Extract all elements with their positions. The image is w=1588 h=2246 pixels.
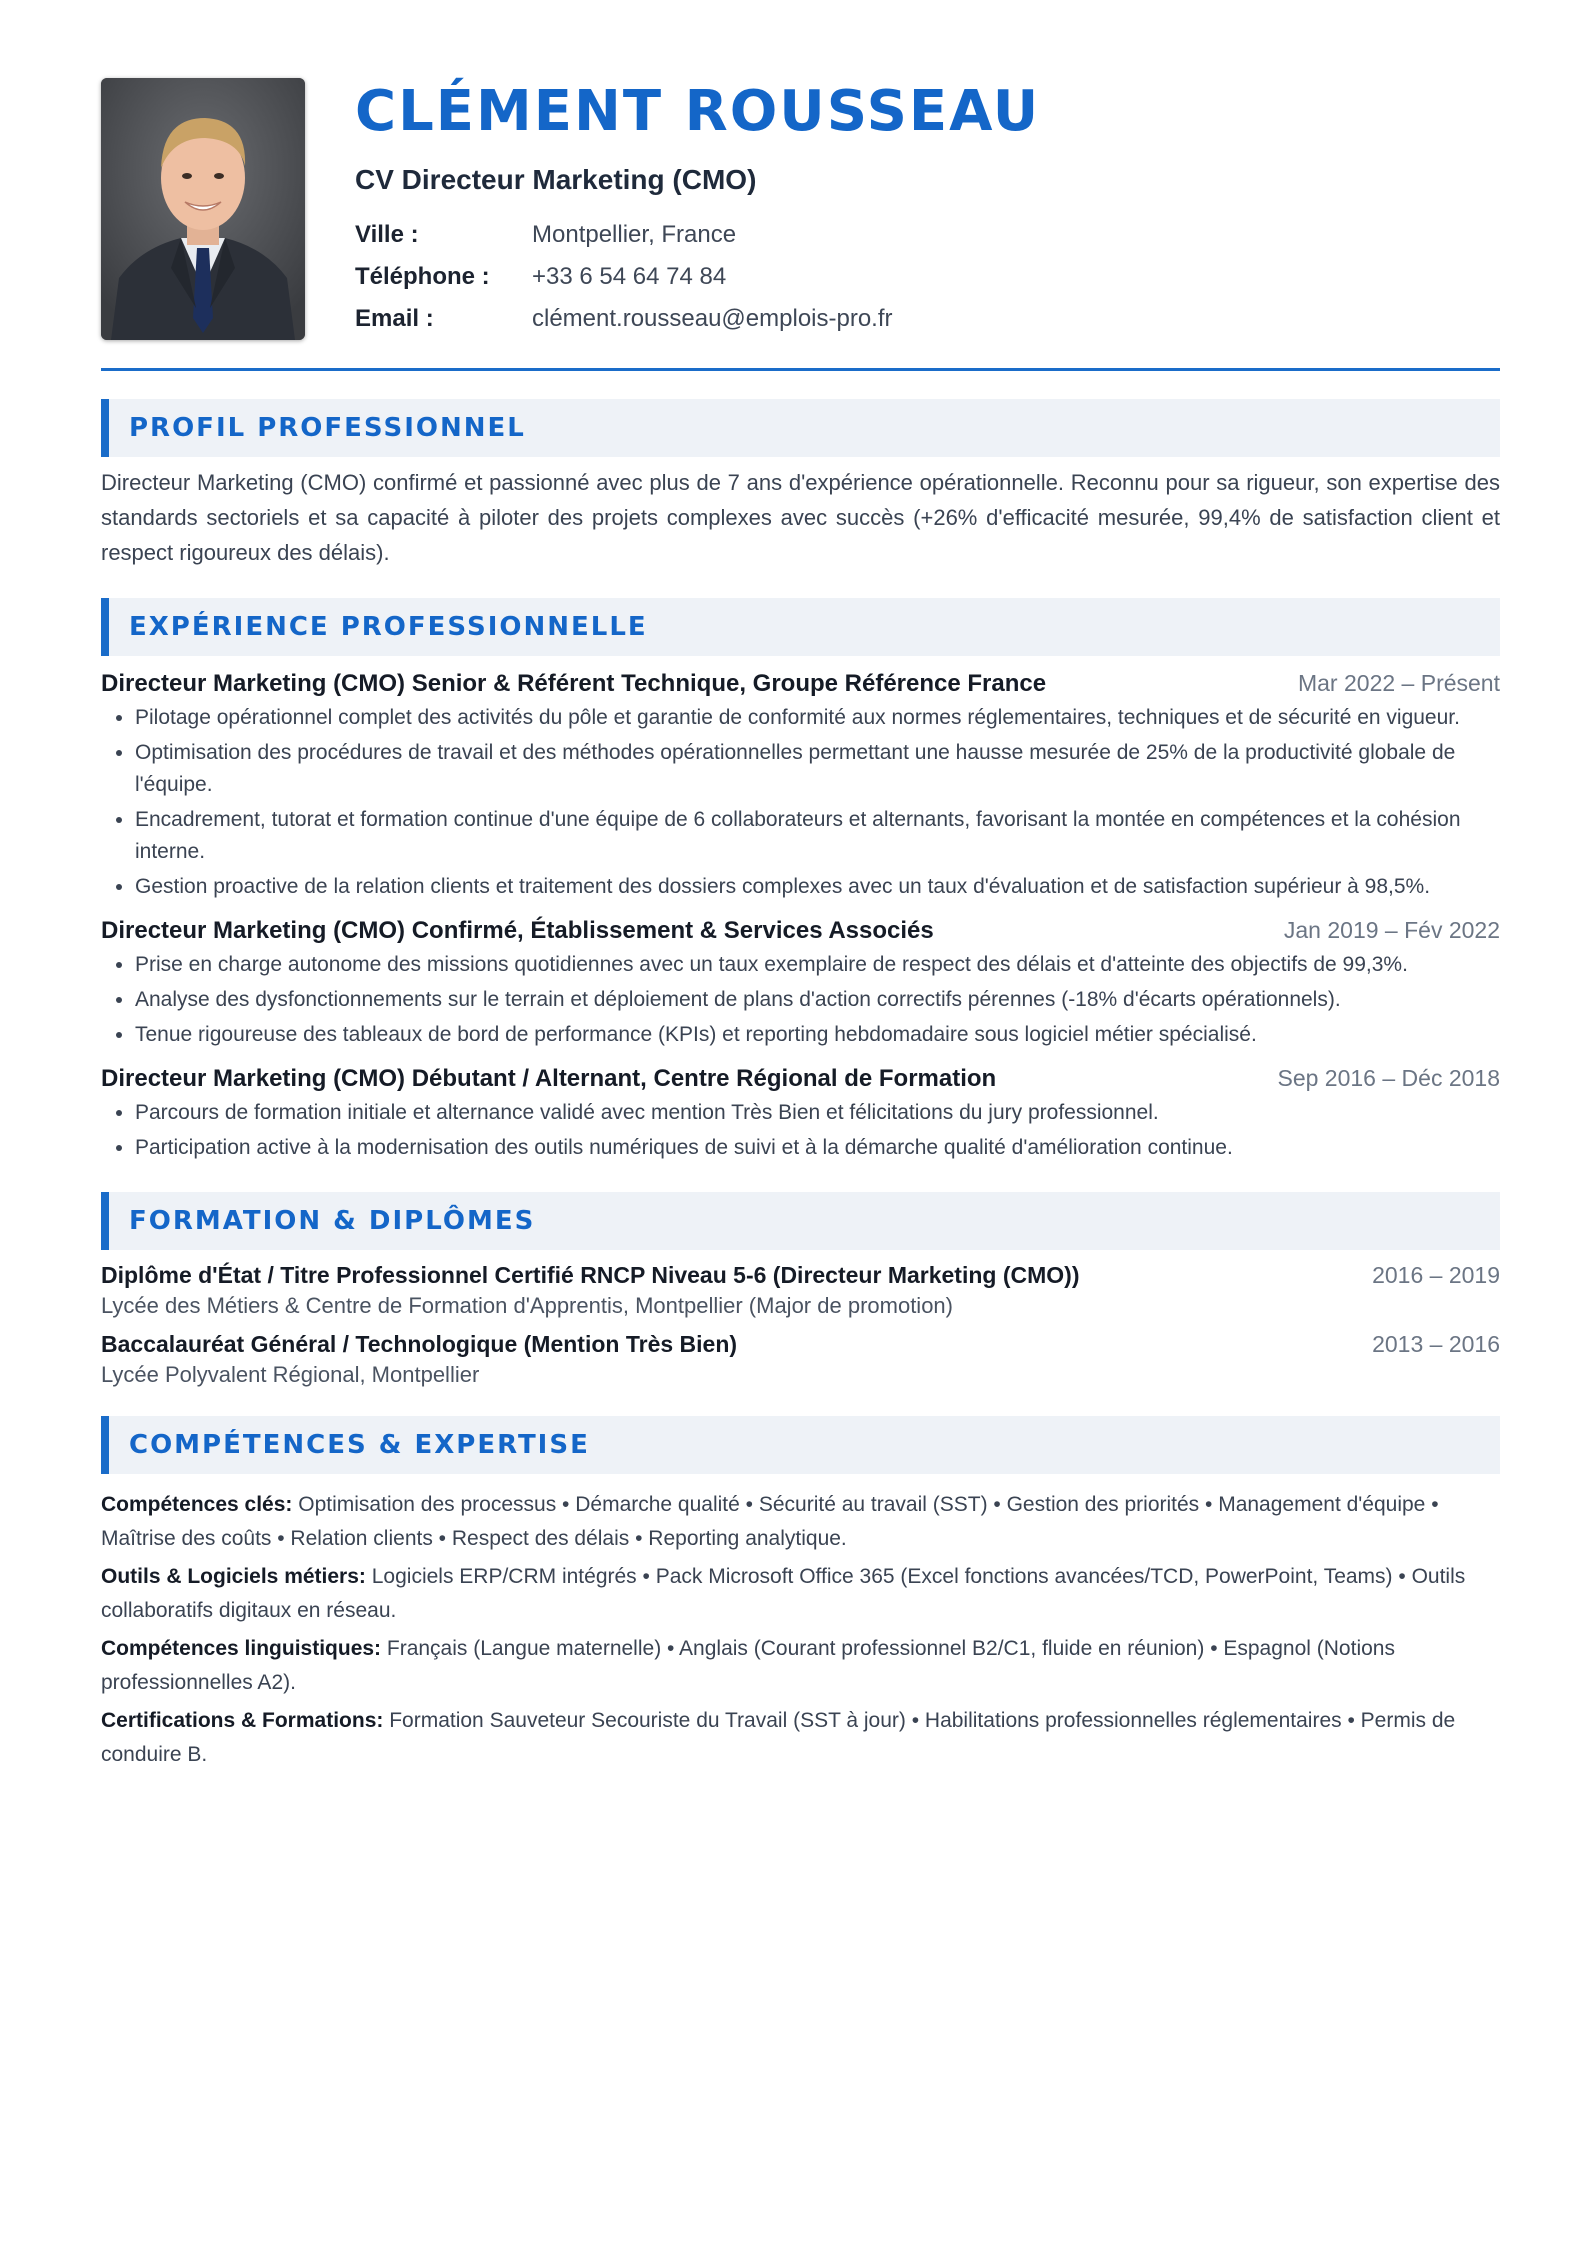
skills-block xyxy=(101,1488,1500,1772)
contact-row-email xyxy=(355,298,1040,340)
job-entry xyxy=(101,670,1500,903)
skill-label: Compétences clés: xyxy=(101,1493,293,1516)
job-bullet: • Gestion proactive de la relation clients et traitement des dossiers complexes avec un taux d'évaluation et de satisfaction supérieur à 98,5%. xyxy=(135,871,1500,903)
skill-line xyxy=(101,1560,1500,1628)
education-head xyxy=(101,1262,1500,1289)
job-head xyxy=(101,917,1500,945)
job-head xyxy=(101,1065,1500,1093)
school-name: Lycée des Métiers & Centre de Formation d'Apprentis, Montpellier (Major de promotion) xyxy=(101,1293,953,1318)
skill-line xyxy=(101,1704,1500,1772)
contact-value: clément.rousseau@emplois-pro.fr xyxy=(532,305,893,332)
job-dates: Jan 2019 – Fév 2022 xyxy=(1283,917,1500,943)
skill-text: Logiciels ERP/CRM intégrés • Pack Microsoft Office 365 (Excel fonctions avancées/TCD, PowerPoint, Teams) • Outils collaboratifs digitaux en réseau. xyxy=(101,1565,1466,1622)
education-dates: 2013 – 2016 xyxy=(1372,1331,1500,1357)
cv-title: CV Directeur Marketing (CMO) xyxy=(355,164,757,195)
job-entry xyxy=(101,917,1500,1051)
school-name: Lycée Polyvalent Régional, Montpellier xyxy=(101,1362,480,1387)
skill-text: Français (Langue maternelle) • Anglais (Courant professionnel B2/C1, fluide en réunion) • Espagnol (Notions professionnelles A2). xyxy=(101,1637,1395,1694)
candidate-name: CLÉMENT ROUSSEAU xyxy=(355,79,1041,144)
skill-line xyxy=(101,1632,1500,1700)
skill-line xyxy=(101,1488,1500,1556)
job-bullet: • Analyse des dysfonctionnements sur le terrain et déploiement de plans d'action correctifs pérennes (-18% d'écarts opérationnels). xyxy=(135,984,1500,1016)
job-dates: Mar 2022 – Présent xyxy=(1297,670,1500,696)
profile-text: Directeur Marketing (CMO) confirmé et passionné avec plus de 7 ans d'expérience opérationnelle. Reconnu pour sa rigueur, son expertise des standards sectoriels et sa capacité à piloter des projets complexes avec succès (+26% d'efficacité mesurée, 99,4% de satisfaction client et respect rigoureux des délais). xyxy=(101,470,1500,565)
job-bullets xyxy=(101,702,1500,903)
job-role: Directeur Marketing (CMO) Senior & Référent Technique, Groupe Référence France xyxy=(101,670,1047,697)
contact-label: Ville : xyxy=(355,221,419,248)
skill-text: Optimisation des processus • Démarche qualité • Sécurité au travail (SST) • Gestion des priorités • Management d'équipe • Maîtrise des coûts • Relation clients • Respect des délais • Reporting analytique. xyxy=(101,1493,1439,1550)
degree-title: Diplôme d'État / Titre Professionnel Certifié RNCP Niveau 5-6 (Directeur Marketing (CMO)) xyxy=(101,1262,1080,1288)
profile-photo xyxy=(101,78,305,340)
section-title: PROFIL PROFESSIONNEL xyxy=(129,413,526,443)
skill-label: Outils & Logiciels métiers: xyxy=(101,1565,366,1588)
job-entry xyxy=(101,1065,1500,1164)
header-info xyxy=(355,78,1040,340)
job-bullet: • Prise en charge autonome des missions quotidiennes avec un taux exemplaire de respect des délais et d'atteinte des objectifs de 99,3%. xyxy=(135,949,1500,981)
skill-label: Certifications & Formations: xyxy=(101,1709,384,1732)
skill-label: Compétences linguistiques: xyxy=(101,1637,382,1660)
contact-row-city xyxy=(355,214,1040,256)
education-dates: 2016 – 2019 xyxy=(1372,1262,1500,1288)
job-bullet: • Optimisation des procédures de travail et des méthodes opérationnelles permettant une hausse mesurée de 25% de la productivité globale de l'équipe. xyxy=(135,737,1500,801)
section-title: COMPÉTENCES & EXPERTISE xyxy=(129,1430,590,1460)
cv-header xyxy=(101,78,1500,371)
job-bullet: • Pilotage opérationnel complet des activités du pôle et garantie de conformité aux normes réglementaires, techniques et de sécurité en vigueur. xyxy=(135,702,1500,734)
contact-value: +33 6 54 64 74 84 xyxy=(532,263,727,290)
portrait-illustration xyxy=(101,78,305,340)
section-header-experience xyxy=(101,598,1500,656)
section-title: EXPÉRIENCE PROFESSIONNELLE xyxy=(129,612,648,642)
section-header-education xyxy=(101,1192,1500,1250)
job-head xyxy=(101,670,1500,698)
contact-label: Email : xyxy=(355,305,434,332)
education-entry xyxy=(101,1331,1500,1388)
contact-row-phone xyxy=(355,256,1040,298)
skill-text: Formation Sauveteur Secouriste du Travail (SST à jour) • Habilitations professionnelles réglementaires • Permis de conduire B. xyxy=(101,1709,1456,1766)
job-role: Directeur Marketing (CMO) Confirmé, Établissement & Services Associés xyxy=(101,917,934,944)
job-role: Directeur Marketing (CMO) Débutant / Alternant, Centre Régional de Formation xyxy=(101,1065,997,1092)
job-bullets xyxy=(101,949,1500,1051)
education-head xyxy=(101,1331,1500,1358)
job-bullet: • Parcours de formation initiale et alternance validé avec mention Très Bien et félicitations du jury professionnel. xyxy=(135,1097,1500,1129)
section-header-skills xyxy=(101,1416,1500,1474)
contact-value: Montpellier, France xyxy=(532,221,737,248)
degree-title: Baccalauréat Général / Technologique (Mention Très Bien) xyxy=(101,1331,738,1357)
job-bullet: • Tenue rigoureuse des tableaux de bord de performance (KPIs) et reporting hebdomadaire sous logiciel métier spécialisé. xyxy=(135,1019,1500,1051)
section-title: FORMATION & DIPLÔMES xyxy=(129,1206,536,1236)
contact-label: Téléphone : xyxy=(355,263,490,290)
section-header-profile xyxy=(101,399,1500,457)
job-dates: Sep 2016 – Déc 2018 xyxy=(1277,1065,1500,1091)
job-bullet: • Participation active à la modernisation des outils numériques de suivi et à la démarche qualité d'amélioration continue. xyxy=(135,1132,1500,1164)
job-bullets xyxy=(101,1097,1500,1164)
contact-block xyxy=(355,214,1040,340)
education-entry xyxy=(101,1262,1500,1319)
job-bullet: • Encadrement, tutorat et formation continue d'une équipe de 6 collaborateurs et alternants, favorisant la montée en compétences et la cohésion interne. xyxy=(135,804,1500,868)
